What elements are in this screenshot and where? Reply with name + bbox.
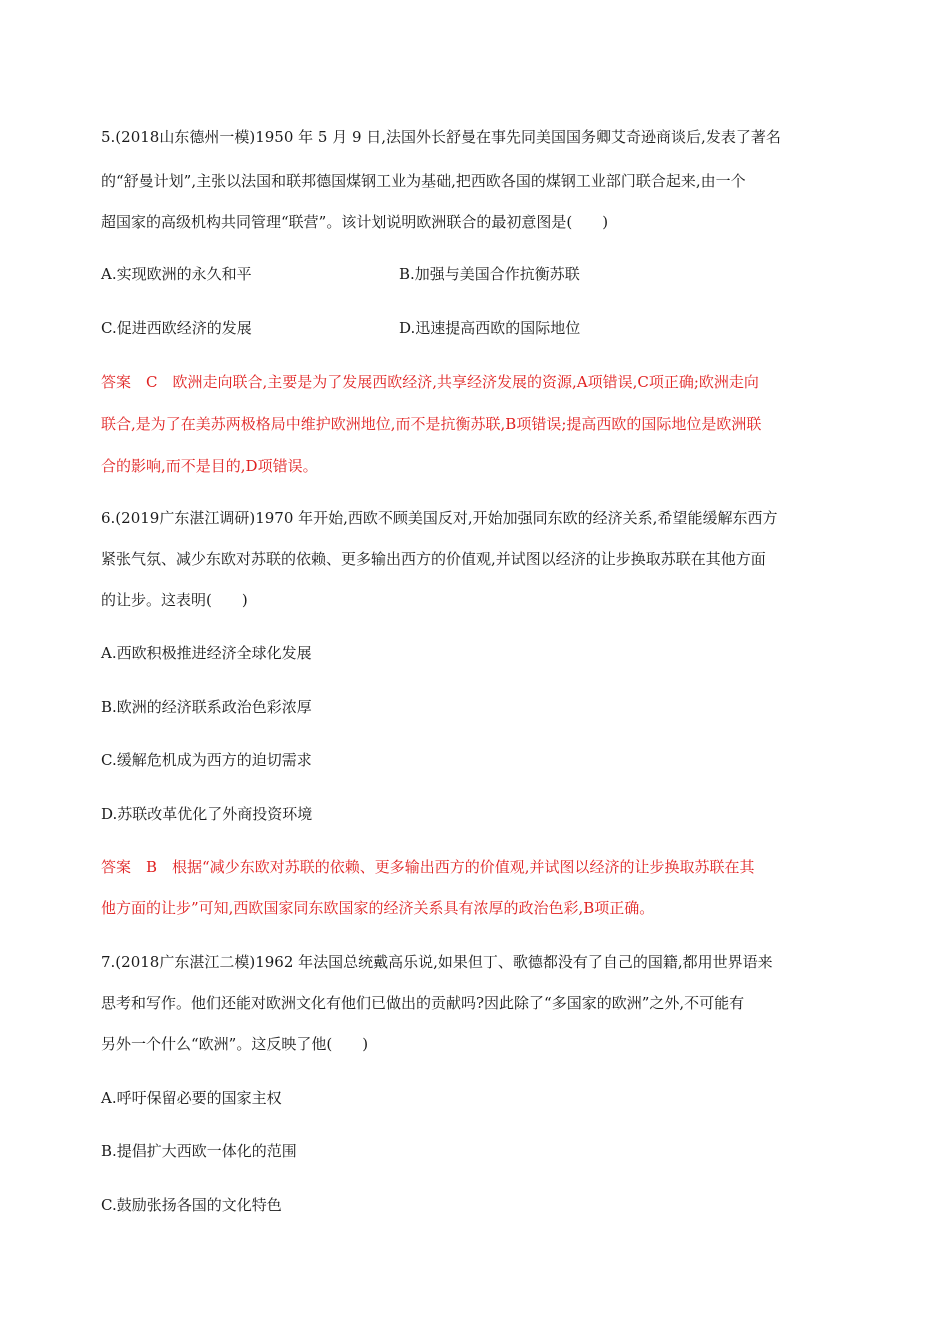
q5-option-a: A.实现欧洲的永久和平	[101, 265, 252, 283]
q5-stem-line-1: 5.(2018山东德州一模)1950 年 5 月 9 日,法国外长舒曼在事先同美国国务卿艾奇逊商谈后,发表了著名	[101, 128, 781, 146]
q5-stem-line-2: 的“舒曼计划”,主张以法国和联邦德国煤钢工业为基础,把西欧各国的煤钢工业部门联合起来,由一个	[101, 172, 746, 190]
q7-option-a: A.呼吁保留必要的国家主权	[101, 1089, 282, 1107]
q6-option-c: C.缓解危机成为西方的迫切需求	[101, 751, 312, 769]
q5-answer-line-1: 答案 C 欧洲走向联合,主要是为了发展西欧经济,共享经济发展的资源,A项错误,C项正确;欧洲走向	[101, 373, 759, 391]
q6-option-d: D.苏联改革优化了外商投资环境	[101, 805, 313, 823]
q6-stem-line-2: 紧张气氛、减少东欧对苏联的依赖、更多输出西方的价值观,并试图以经济的让步换取苏联在其他方面	[101, 550, 766, 568]
q6-stem-line-3: 的让步。这表明( )	[101, 591, 248, 609]
q7-stem-line-3: 另外一个什么“欧洲”。这反映了他( )	[101, 1035, 369, 1053]
q5-answer-line-3: 合的影响,而不是目的,D项错误。	[101, 457, 318, 475]
q7-option-b: B.提倡扩大西欧一体化的范围	[101, 1142, 297, 1160]
q6-option-b: B.欧洲的经济联系政治色彩浓厚	[101, 698, 312, 716]
q5-stem-line-3: 超国家的高级机构共同管理“联营”。该计划说明欧洲联合的最初意图是( )	[101, 213, 609, 231]
q5-option-c: C.促进西欧经济的发展	[101, 319, 252, 337]
q7-option-c: C.鼓励张扬各国的文化特色	[101, 1196, 282, 1214]
q6-stem-line-1: 6.(2019广东湛江调研)1970 年开始,西欧不顾美国反对,开始加强同东欧的经济关系,希望能缓解东西方	[101, 509, 778, 527]
q7-stem-line-1: 7.(2018广东湛江二模)1962 年法国总统戴高乐说,如果但丁、歌德都没有了自己的国籍,都用世界语来	[101, 953, 773, 971]
q5-option-b: B.加强与美国合作抗衡苏联	[399, 265, 580, 283]
q6-option-a: A.西欧积极推进经济全球化发展	[101, 644, 312, 662]
q7-stem-line-2: 思考和写作。他们还能对欧洲文化有他们已做出的贡献吗?因此除了“多国家的欧洲”之外,不可能有	[101, 994, 745, 1012]
q6-answer-line-1: 答案 B 根据“减少东欧对苏联的依赖、更多输出西方的价值观,并试图以经济的让步换取苏联在其	[101, 858, 755, 876]
q6-answer-line-2: 他方面的让步”可知,西欧国家同东欧国家的经济关系具有浓厚的政治色彩,B项正确。	[101, 899, 655, 917]
q5-answer-line-2: 联合,是为了在美苏两极格局中维护欧洲地位,而不是抗衡苏联,B项错误;提高西欧的国际地位是欧洲联	[101, 415, 762, 433]
q5-option-d: D.迅速提高西欧的国际地位	[399, 319, 581, 337]
